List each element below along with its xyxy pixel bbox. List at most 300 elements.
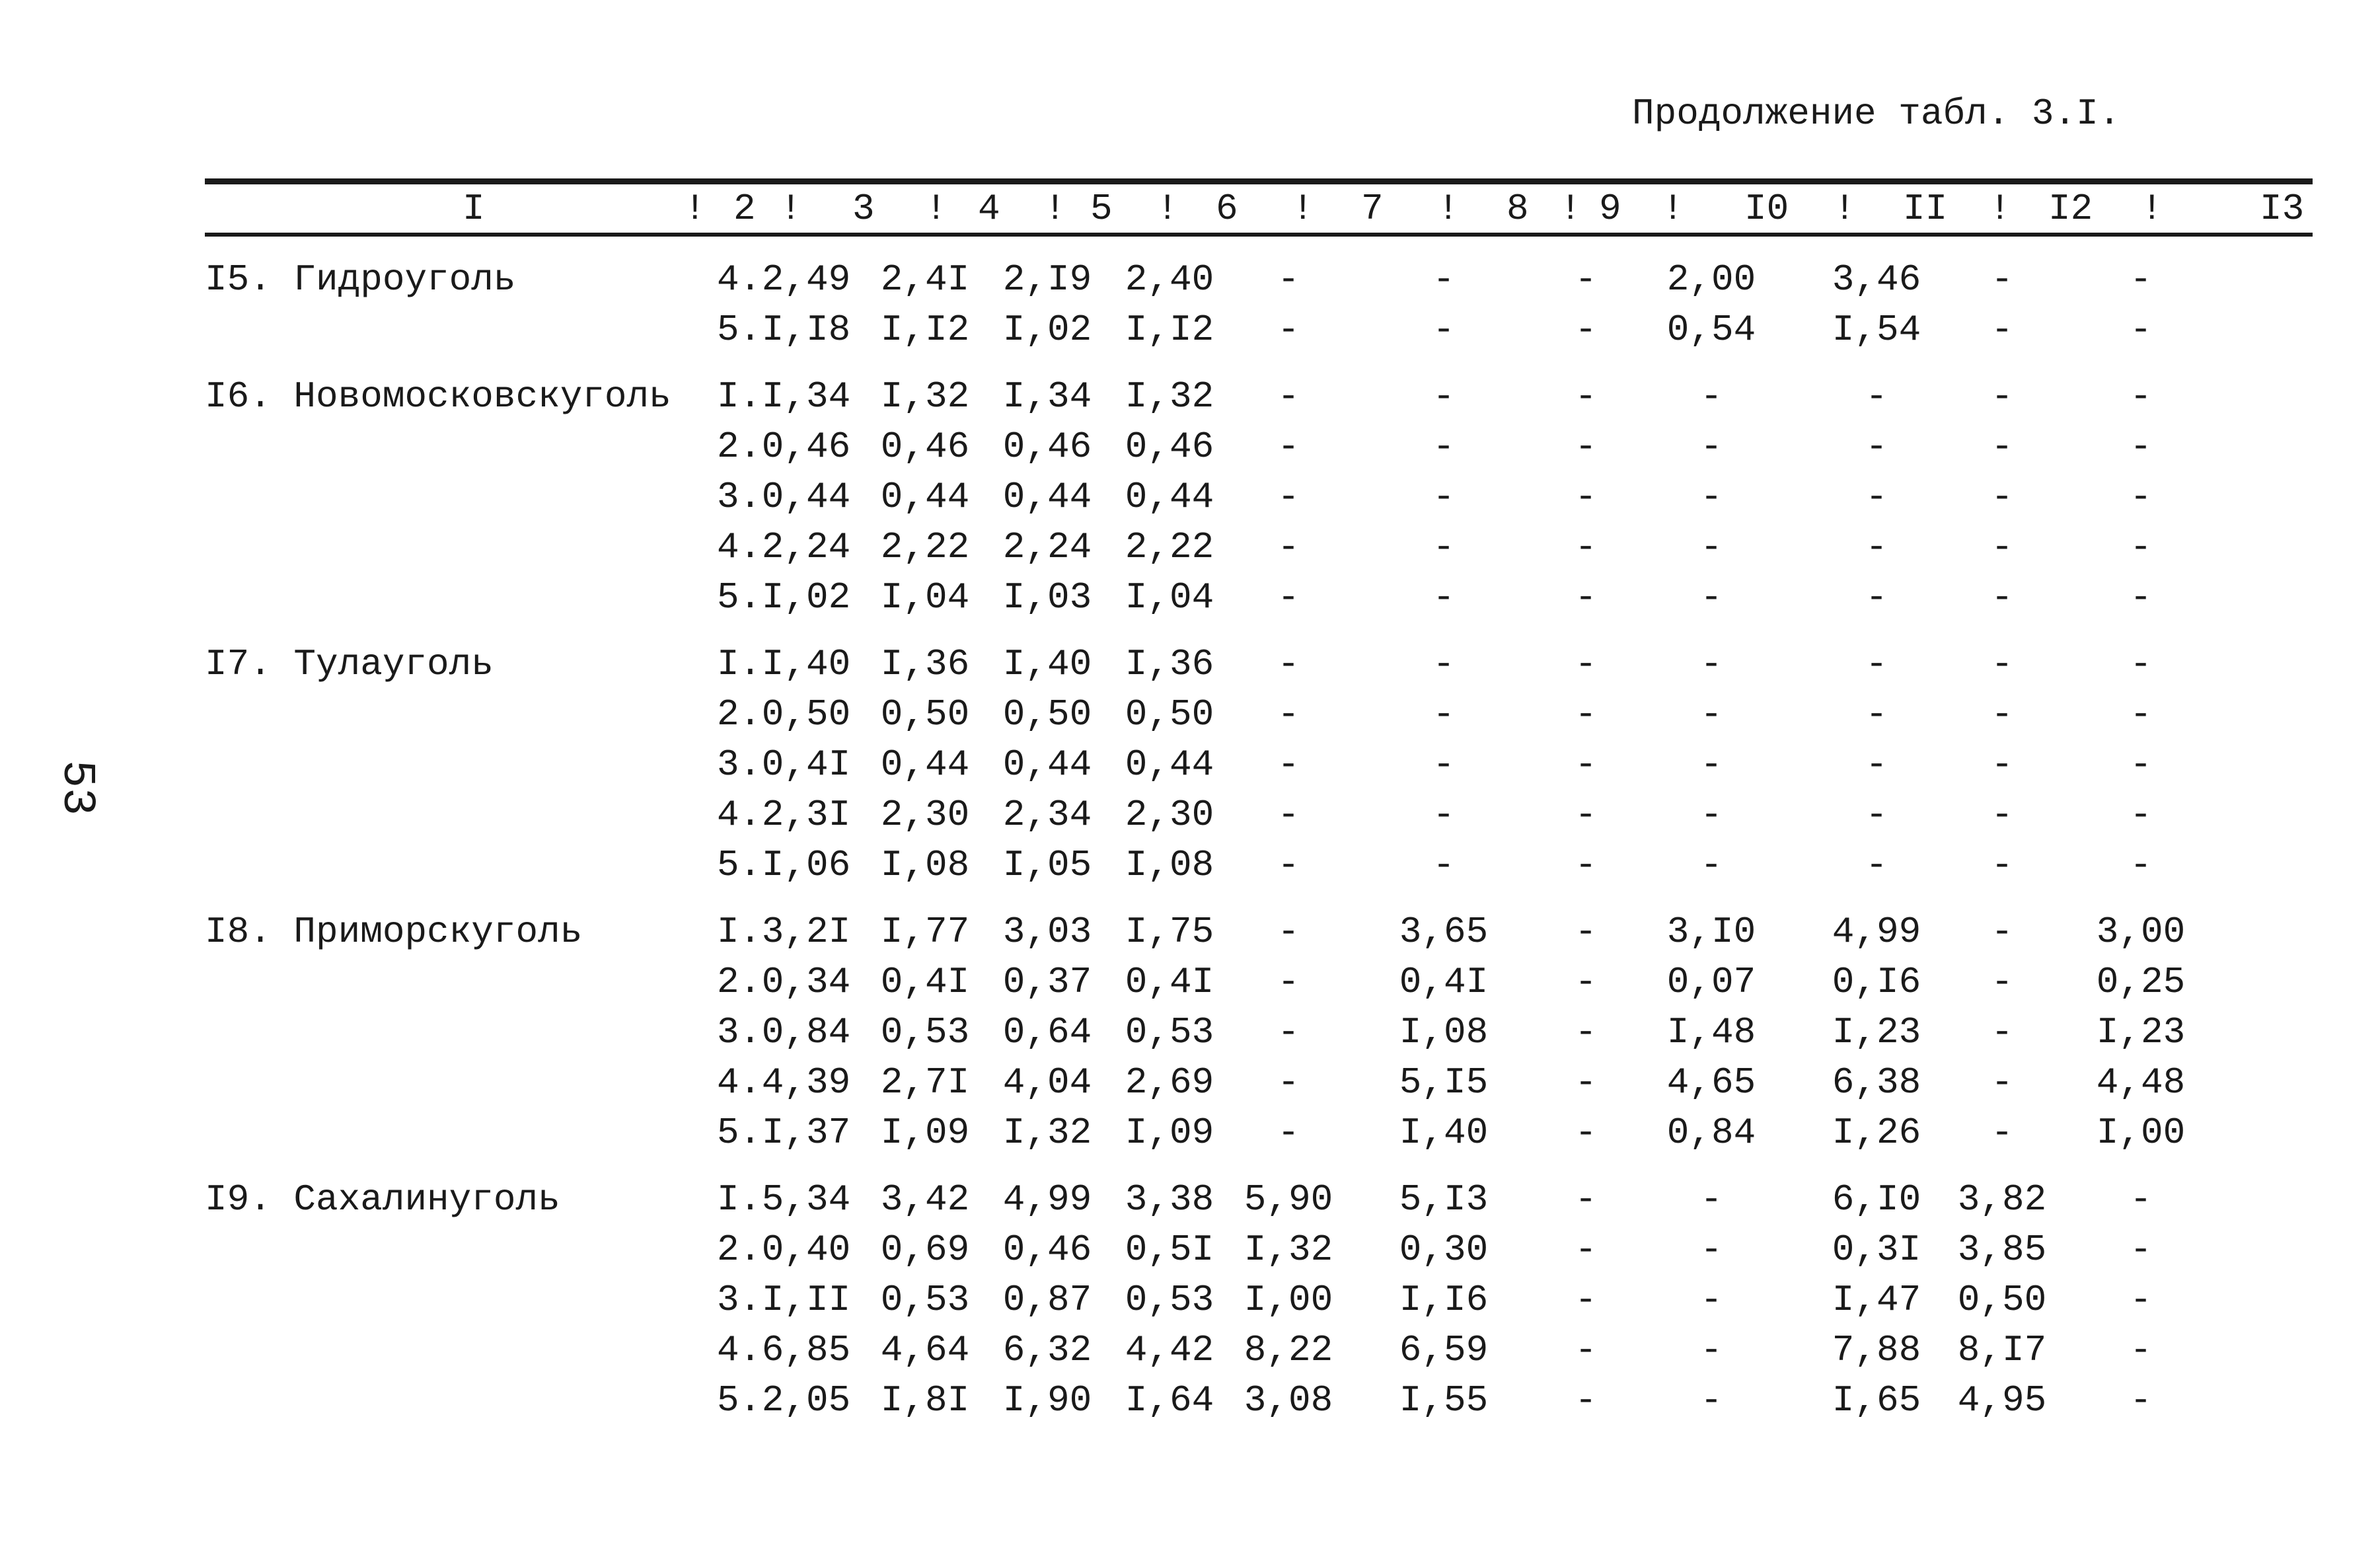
table-cell: I,04 — [1125, 576, 1214, 619]
table-cell: - — [1700, 1279, 1723, 1321]
table-header — [205, 188, 2313, 229]
table-cell: - — [1432, 526, 1455, 568]
table-cell: 0,53 — [880, 1279, 970, 1321]
table-cell: I,8I — [880, 1379, 970, 1422]
table-row — [0, 1057, 2380, 1108]
table-cell: I,I2 — [880, 309, 970, 351]
column-header: 3 — [852, 188, 875, 230]
table-cell: - — [1991, 426, 2013, 468]
table-cell: - — [1575, 693, 1597, 736]
table-cell: 2,30 — [880, 794, 970, 836]
table-cell: - — [1991, 576, 2013, 619]
table-cell: I,02 — [1002, 309, 1092, 351]
table-cell: - — [1700, 743, 1723, 786]
row-code: 3. — [717, 476, 762, 518]
column-header: 2 — [733, 188, 756, 230]
table-cell: 0,44 — [1002, 743, 1092, 786]
table-cell: 2,4I — [880, 258, 970, 301]
table-cell: I,77 — [880, 911, 970, 953]
table-cell: 0,84 — [761, 1011, 851, 1053]
table-cell: - — [1865, 476, 1888, 518]
table-cell: - — [1700, 1178, 1723, 1221]
table-cell: 6,59 — [1399, 1329, 1489, 1371]
row-code: 2. — [717, 961, 762, 1003]
table-row — [0, 254, 2380, 305]
table-cell: - — [1575, 309, 1597, 351]
table-cell: I,90 — [1002, 1379, 1092, 1422]
table-cell: 4,95 — [1957, 1379, 2047, 1422]
row-code: 5. — [717, 309, 762, 351]
table-row — [0, 957, 2380, 1007]
table-cell: - — [1575, 1329, 1597, 1371]
enterprise-name: I7. Тулауголь — [205, 643, 494, 685]
table-cell: 2,I9 — [1002, 258, 1092, 301]
table-cell: - — [1432, 476, 1455, 518]
column-separator: ! — [684, 188, 706, 230]
table-cell: - — [1575, 426, 1597, 468]
table-body — [0, 254, 2380, 1426]
table-cell: - — [1991, 794, 2013, 836]
table-cell: - — [1991, 476, 2013, 518]
table-cell: 6,85 — [761, 1329, 851, 1371]
table-cell: - — [1991, 258, 2013, 301]
table-cell: - — [1865, 576, 1888, 619]
table-cell: - — [1432, 375, 1455, 418]
enterprise-name: I8. Приморскуголь — [205, 911, 583, 953]
table-cell: - — [2130, 794, 2152, 836]
column-header: 4 — [978, 188, 1000, 230]
table-row — [0, 1174, 2380, 1225]
table-cell: 4,99 — [1002, 1178, 1092, 1221]
table-cell: I,32 — [1002, 1112, 1092, 1154]
table-cell: 4,39 — [761, 1061, 851, 1104]
table-cell: 0,07 — [1666, 961, 1756, 1003]
table-cell: - — [1277, 1011, 1300, 1053]
table-cell: - — [1991, 309, 2013, 351]
table-cell: - — [2130, 576, 2152, 619]
table-cell: 0,I6 — [1832, 961, 1921, 1003]
table-cell: - — [2130, 1279, 2152, 1321]
table-cell: - — [1865, 693, 1888, 736]
table-cell: I,64 — [1125, 1379, 1214, 1422]
table-cell: I,32 — [1125, 375, 1214, 418]
table-cell: I,54 — [1832, 309, 1921, 351]
row-code: I. — [717, 911, 762, 953]
table-cell: 0,4I — [880, 961, 970, 1003]
table-cell: - — [1865, 375, 1888, 418]
table-cell: - — [1277, 844, 1300, 886]
row-code: I. — [717, 643, 762, 685]
table-cell: - — [1575, 961, 1597, 1003]
row-code: 4. — [717, 258, 762, 301]
table-cell: 3,2I — [761, 911, 851, 953]
column-separator: ! — [1662, 188, 1684, 230]
row-code: 2. — [717, 693, 762, 736]
table-cell: 2,49 — [761, 258, 851, 301]
table-cell: - — [2130, 375, 2152, 418]
table-cell: - — [1700, 1379, 1723, 1422]
table-cell: - — [1432, 309, 1455, 351]
table-cell: 0,87 — [1002, 1279, 1092, 1321]
table-cell: - — [1991, 911, 2013, 953]
table-cell: 2,00 — [1666, 258, 1756, 301]
table-cell: 0,4I — [1125, 961, 1214, 1003]
table-cell: 4,99 — [1832, 911, 1921, 953]
column-separator: ! — [1559, 188, 1582, 230]
table-cell: - — [2130, 1178, 2152, 1221]
row-code: 5. — [717, 1379, 762, 1422]
table-cell: 6,32 — [1002, 1329, 1092, 1371]
table-cell: - — [2130, 743, 2152, 786]
table-cell: - — [2130, 309, 2152, 351]
table-cell: - — [1575, 1112, 1597, 1154]
table-cell: 5,90 — [1244, 1178, 1333, 1221]
table-cell: 8,22 — [1244, 1329, 1333, 1371]
table-cell: - — [2130, 476, 2152, 518]
row-code: I. — [717, 1178, 762, 1221]
enterprise-name: I6. Новомосковскуголь — [205, 375, 671, 418]
table-row — [0, 1007, 2380, 1057]
row-code: 4. — [717, 794, 762, 836]
table-cell: 0,4I — [1399, 961, 1489, 1003]
table-cell: 5,I5 — [1399, 1061, 1489, 1104]
table-cell: - — [1991, 1061, 2013, 1104]
table-row — [0, 472, 2380, 522]
table-cell: 0,46 — [1002, 1229, 1092, 1271]
table-cell: 4,04 — [1002, 1061, 1092, 1104]
table-cell: - — [1575, 743, 1597, 786]
table-cell: 0,50 — [1002, 693, 1092, 736]
table-cell: 0,44 — [1002, 476, 1092, 518]
table-cell: 0,53 — [1125, 1279, 1214, 1321]
table-cell: - — [1432, 643, 1455, 685]
enterprise-name: I9. Сахалинуголь — [205, 1178, 560, 1221]
table-cell: - — [1700, 526, 1723, 568]
table-cell: 0,3I — [1832, 1229, 1921, 1271]
column-separator: ! — [1044, 188, 1066, 230]
table-cell: - — [1865, 743, 1888, 786]
table-cell: - — [1700, 1229, 1723, 1271]
table-cell: - — [2130, 526, 2152, 568]
table-cell: I,37 — [761, 1112, 851, 1154]
table-row — [0, 1108, 2380, 1158]
table-cell: - — [1700, 844, 1723, 886]
table-row — [0, 1375, 2380, 1426]
table-cell: - — [1991, 743, 2013, 786]
table-cell: 2,22 — [880, 526, 970, 568]
column-separator: ! — [1437, 188, 1460, 230]
table-cell: - — [2130, 1229, 2152, 1271]
table-cell: - — [1575, 1229, 1597, 1271]
row-code: 5. — [717, 1112, 762, 1154]
table-cell: - — [1277, 1112, 1300, 1154]
table-cell: 0,25 — [2096, 961, 2186, 1003]
table-cell: I,26 — [1832, 1112, 1921, 1154]
table-cell: - — [1865, 526, 1888, 568]
table-cell: - — [1575, 258, 1597, 301]
table-row — [0, 572, 2380, 623]
table-cell: - — [1700, 643, 1723, 685]
table-cell: 0,46 — [880, 426, 970, 468]
table-cell: I,36 — [1125, 643, 1214, 685]
table-cell: - — [1575, 911, 1597, 953]
table-cell: 0,40 — [761, 1229, 851, 1271]
table-cell: - — [1277, 961, 1300, 1003]
enterprise-name: I5. Гидроуголь — [205, 258, 516, 301]
table-cell: I,47 — [1832, 1279, 1921, 1321]
table-cell: - — [1575, 1279, 1597, 1321]
table-cell: - — [1575, 526, 1597, 568]
table-cell: I,23 — [2096, 1011, 2186, 1053]
column-separator: ! — [2141, 188, 2163, 230]
table-cell: 0,64 — [1002, 1011, 1092, 1053]
table-cell: - — [1700, 375, 1723, 418]
row-code: 4. — [717, 1329, 762, 1371]
table-cell: I,40 — [761, 643, 851, 685]
table-cell: - — [1277, 794, 1300, 836]
table-cell: 0,50 — [761, 693, 851, 736]
table-cell: I,05 — [1002, 844, 1092, 886]
table-cell: I,65 — [1832, 1379, 1921, 1422]
table-cell: 2,34 — [1002, 794, 1092, 836]
table-cell: - — [1991, 844, 2013, 886]
table-cell: 0,4I — [761, 743, 851, 786]
table-cell: 0,50 — [1957, 1279, 2047, 1321]
table-cell: I,32 — [880, 375, 970, 418]
table-cell: 3,03 — [1002, 911, 1092, 953]
table-row — [0, 907, 2380, 957]
table-cell: - — [1865, 794, 1888, 836]
table-cell: 2,7I — [880, 1061, 970, 1104]
table-cell: 0,53 — [880, 1011, 970, 1053]
table-row — [0, 790, 2380, 840]
table-cell: 0,84 — [1666, 1112, 1756, 1154]
table-cell: - — [1432, 258, 1455, 301]
table-row — [0, 740, 2380, 790]
table-cell: - — [1865, 844, 1888, 886]
table-cell: I,36 — [880, 643, 970, 685]
table-cell: 0,44 — [1125, 476, 1214, 518]
table-cell: - — [1991, 1011, 2013, 1053]
table-cell: - — [1700, 794, 1723, 836]
table-row — [0, 522, 2380, 572]
table-cell: I,09 — [1125, 1112, 1214, 1154]
table-cell: I,03 — [1002, 576, 1092, 619]
table-cell: 2,30 — [1125, 794, 1214, 836]
column-separator: ! — [1834, 188, 1856, 230]
table-cell: 2,24 — [1002, 526, 1092, 568]
table-cell: I,08 — [1399, 1011, 1489, 1053]
table-cell: 0,5I — [1125, 1229, 1214, 1271]
table-cell: - — [1277, 309, 1300, 351]
table-cell: 3,I0 — [1666, 911, 1756, 953]
table-cell: 0,53 — [1125, 1011, 1214, 1053]
table-row — [0, 639, 2380, 689]
table-cell: 7,88 — [1832, 1329, 1921, 1371]
row-code: 4. — [717, 1061, 762, 1104]
table-cell: 3,38 — [1125, 1178, 1214, 1221]
table-cell: 3,46 — [1832, 258, 1921, 301]
table-cell: 6,I0 — [1832, 1178, 1921, 1221]
table-cell: I,II — [761, 1279, 851, 1321]
row-code: 2. — [717, 426, 762, 468]
table-cell: 0,69 — [880, 1229, 970, 1271]
table-cell: 0,44 — [761, 476, 851, 518]
table-cell: - — [1432, 576, 1455, 619]
table-cell: I,32 — [1244, 1229, 1333, 1271]
table-cell: 8,I7 — [1957, 1329, 2047, 1371]
table-cell: - — [1700, 476, 1723, 518]
table-cell: - — [2130, 643, 2152, 685]
table-cell: - — [1575, 576, 1597, 619]
table-cell: 0,44 — [880, 476, 970, 518]
table-header-rule — [205, 233, 2313, 237]
table-cell: - — [1575, 1379, 1597, 1422]
table-cell: I,I8 — [761, 309, 851, 351]
table-cell: 2,69 — [1125, 1061, 1214, 1104]
column-header: II — [1903, 188, 1948, 230]
table-cell: - — [1700, 576, 1723, 619]
table-cell: 0,30 — [1399, 1229, 1489, 1271]
table-cell: 3,65 — [1399, 911, 1489, 953]
column-separator: ! — [1989, 188, 2011, 230]
table-cell: 2,40 — [1125, 258, 1214, 301]
table-cell: 4,65 — [1666, 1061, 1756, 1104]
table-cell: - — [1277, 426, 1300, 468]
table-cell: - — [1700, 426, 1723, 468]
table-cell: - — [1991, 643, 2013, 685]
table-cell: I,55 — [1399, 1379, 1489, 1422]
table-cell: 0,37 — [1002, 961, 1092, 1003]
table-cell: I,I2 — [1125, 309, 1214, 351]
table-cell: 3,00 — [2096, 911, 2186, 953]
table-cell: 0,46 — [1002, 426, 1092, 468]
table-row — [0, 305, 2380, 355]
row-code: 5. — [717, 844, 762, 886]
row-code: 4. — [717, 526, 762, 568]
table-cell: - — [1865, 643, 1888, 685]
table-cell: - — [1575, 375, 1597, 418]
table-cell: 4,64 — [880, 1329, 970, 1371]
table-row — [0, 1275, 2380, 1325]
column-header: I0 — [1744, 188, 1789, 230]
table-cell: - — [1277, 643, 1300, 685]
table-cell: 0,50 — [1125, 693, 1214, 736]
column-header: I3 — [2260, 188, 2305, 230]
table-cell: 3,82 — [1957, 1178, 2047, 1221]
table-cell: I,04 — [880, 576, 970, 619]
column-header: 5 — [1090, 188, 1113, 230]
table-row — [0, 840, 2380, 890]
table-cell: 3,42 — [880, 1178, 970, 1221]
table-cell: I,00 — [2096, 1112, 2186, 1154]
table-cell: I,75 — [1125, 911, 1214, 953]
table-row — [0, 1225, 2380, 1275]
table-cell: - — [1432, 426, 1455, 468]
table-cell: I,09 — [880, 1112, 970, 1154]
table-cell: 3,08 — [1244, 1379, 1333, 1422]
table-cell: I,34 — [761, 375, 851, 418]
table-cell: - — [1432, 693, 1455, 736]
table-cell: - — [1575, 1061, 1597, 1104]
table-cell: 0,50 — [880, 693, 970, 736]
table-cell: - — [1700, 693, 1723, 736]
table-cell: - — [2130, 1379, 2152, 1422]
table-caption: Продолжение табл. 3.I. — [1632, 93, 2121, 135]
table-cell: I,06 — [761, 844, 851, 886]
page-number: 53 — [50, 760, 102, 816]
table-cell: - — [1575, 476, 1597, 518]
row-code: 2. — [717, 1229, 762, 1271]
table-cell: - — [1991, 693, 2013, 736]
table-row — [0, 1325, 2380, 1375]
table-cell: 0,34 — [761, 961, 851, 1003]
column-separator: ! — [1156, 188, 1179, 230]
table-cell: - — [1277, 258, 1300, 301]
table-cell: - — [1700, 1329, 1723, 1371]
table-cell: - — [1575, 794, 1597, 836]
row-code: 3. — [717, 743, 762, 786]
row-code: 5. — [717, 576, 762, 619]
table-cell: 0,44 — [880, 743, 970, 786]
table-cell: - — [1277, 576, 1300, 619]
table-cell: I,48 — [1666, 1011, 1756, 1053]
table-cell: - — [1277, 526, 1300, 568]
table-cell: - — [1865, 426, 1888, 468]
column-separator: ! — [780, 188, 802, 230]
table-cell: - — [1432, 743, 1455, 786]
table-row — [0, 371, 2380, 422]
table-cell: 0,46 — [1125, 426, 1214, 468]
column-separator: ! — [925, 188, 948, 230]
table-row — [0, 689, 2380, 740]
table-cell: - — [1991, 1112, 2013, 1154]
table-cell: - — [1575, 1178, 1597, 1221]
table-cell: - — [1277, 693, 1300, 736]
column-header: 9 — [1599, 188, 1621, 230]
table-cell: - — [2130, 1329, 2152, 1371]
column-header: 7 — [1361, 188, 1384, 230]
row-code: I. — [717, 375, 762, 418]
row-code: 3. — [717, 1279, 762, 1321]
table-cell: - — [1991, 526, 2013, 568]
table-cell: I,34 — [1002, 375, 1092, 418]
table-cell: - — [1277, 743, 1300, 786]
table-cell: 4,48 — [2096, 1061, 2186, 1104]
table-cell: - — [1991, 961, 2013, 1003]
table-cell: 2,22 — [1125, 526, 1214, 568]
column-header: I2 — [2048, 188, 2093, 230]
table-cell: - — [2130, 258, 2152, 301]
table-cell: - — [1575, 643, 1597, 685]
table-cell: - — [1277, 476, 1300, 518]
table-cell: I,40 — [1399, 1112, 1489, 1154]
column-separator: ! — [1292, 188, 1314, 230]
table-cell: - — [1277, 375, 1300, 418]
table-cell: - — [1432, 844, 1455, 886]
column-header: 6 — [1216, 188, 1238, 230]
table-row — [0, 422, 2380, 472]
table-cell: I,I6 — [1399, 1279, 1489, 1321]
table-cell: - — [1277, 911, 1300, 953]
table-cell: - — [2130, 426, 2152, 468]
table-cell: I,08 — [880, 844, 970, 886]
table-cell: I,00 — [1244, 1279, 1333, 1321]
table-cell: - — [1991, 375, 2013, 418]
table-cell: 6,38 — [1832, 1061, 1921, 1104]
table-cell: - — [1277, 1061, 1300, 1104]
table-cell: - — [1575, 844, 1597, 886]
